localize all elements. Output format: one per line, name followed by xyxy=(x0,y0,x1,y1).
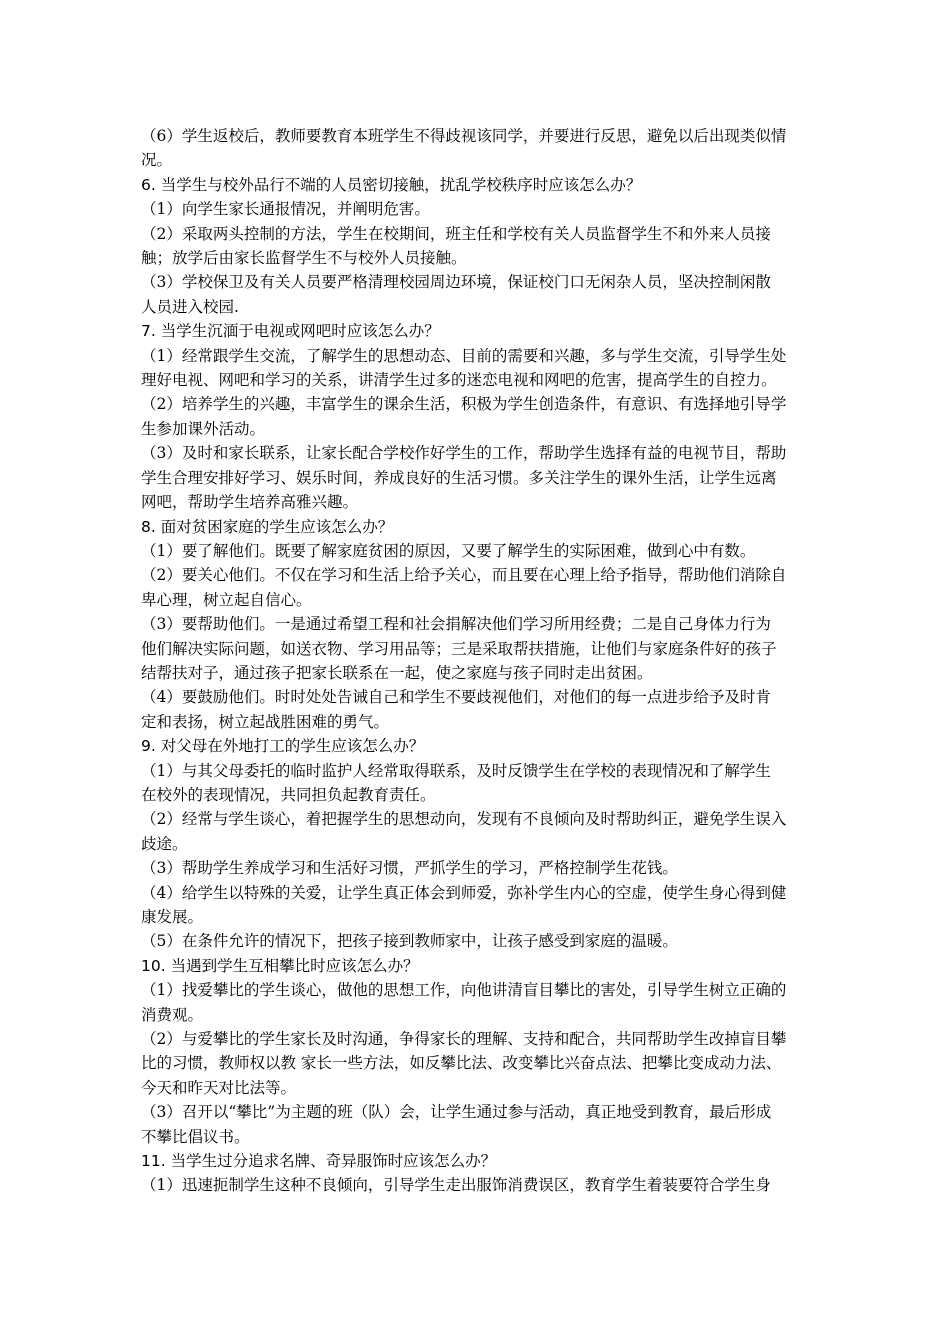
paragraph-line: （4）给学生以特殊的关爱，让学生真正体会到师爱，弥补学生内心的空虚，使学生身心得到健 xyxy=(141,883,787,902)
section-heading: 8. 面对贫困家庭的学生应该怎么办？ xyxy=(141,517,394,536)
paragraph-line: （2）培养学生的兴趣，丰富学生的课余生活，积极为学生创造条件，有意识、有选择地引导学 xyxy=(141,395,787,414)
paragraph-line: （1）迅速扼制学生这种不良倾向，引导学生走出服饰消费误区，教育学生着装要符合学生身 xyxy=(141,1176,771,1195)
paragraph-line: （2）与爱攀比的学生家长及时沟通，争得家长的理解、支持和配合，共同帮助学生改掉盲目攀 xyxy=(141,1030,787,1049)
paragraph-line: （1）向学生家长通报情况，并阐明危害。 xyxy=(141,200,430,219)
paragraph-line: （3）及时和家长联系，让家长配合学校作好学生的工作，帮助学生选择有益的电视节目，帮助 xyxy=(141,444,787,463)
paragraph-line: 今天和昨天对比法等。 xyxy=(141,1078,297,1097)
paragraph-line: 定和表扬，树立起战胜困难的勇气。 xyxy=(141,712,390,731)
section-heading: 10. 当遇到学生互相攀比时应该怎么办？ xyxy=(141,956,419,975)
section-heading: 9. 对父母在外地打工的学生应该怎么办？ xyxy=(141,737,425,756)
paragraph-line: 结帮扶对子，通过孩子把家长联系在一起，使之家庭与孩子同时走出贫困。 xyxy=(141,663,653,682)
paragraph-line: （2）经常与学生谈心，着把握学生的思想动向，发现有不良倾向及时帮助纠正，避免学生误入 xyxy=(141,810,787,829)
paragraph-line: 康发展。 xyxy=(141,908,204,926)
paragraph-line: 学生合理安排好学习、娱乐时间，养成良好的生活习惯。多关注学生的课外生活，让学生远离 xyxy=(141,468,777,487)
section-heading: 7. 当学生沉湎于电视或网吧时应该怎么办？ xyxy=(141,322,440,341)
paragraph-line: （3）要帮助他们。一是通过希望工程和社会捐解决他们学习所用经费；二是自己身体力行为 xyxy=(141,615,771,634)
paragraph-line: 消费观。 xyxy=(141,1005,204,1024)
paragraph-line: （3）学校保卫及有关人员要严格清理校园周边环境，保证校门口无闲杂人员，坚决控制闲散 xyxy=(141,273,771,292)
document-page xyxy=(141,124,821,1198)
paragraph-line: （5）在条件允许的情况下，把孩子接到教师家中，让孩子感受到家庭的温暖。 xyxy=(141,932,678,951)
paragraph-line: 触；放学后由家长监督学生不与校外人员接触。 xyxy=(141,249,467,268)
paragraph-line: 卑心理，树立起自信心。 xyxy=(141,590,312,609)
section-heading: 6. 当学生与校外品行不端的人员密切接触，扰乱学校秩序时应该怎么办？ xyxy=(141,175,642,194)
paragraph-line: （4）要鼓励他们。时时处处告诫自己和学生不要歧视他们，对他们的每一点进步给予及时肯 xyxy=(141,688,771,707)
paragraph-line: 歧途。 xyxy=(141,834,188,853)
paragraph-line: （1）找爱攀比的学生谈心，做他的思想工作，向他讲清盲目攀比的害处，引导学生树立正确的 xyxy=(141,981,787,1000)
paragraph-line: （3）召开以“攀比”为主题的班（队）会，让学生通过参与活动，真正地受到教育，最后形成 xyxy=(141,1103,772,1122)
paragraph-line: （1）经常跟学生交流，了解学生的思想动态、目前的需要和兴趣，多与学生交流，引导学生处 xyxy=(141,346,787,365)
paragraph-line: 人员进入校园. xyxy=(141,297,239,316)
paragraph-line: 他们解决实际问题，如送衣物、学习用品等；三是采取帮扶措施，让他们与家庭条件好的孩子 xyxy=(141,639,777,658)
paragraph-line: 理好电视、网吧和学习的关系，讲清学生过多的迷恋电视和网吧的危害，提高学生的自控力。 xyxy=(141,371,777,390)
paragraph-line: 网吧，帮助学生培养高雅兴趣。 xyxy=(141,493,359,512)
paragraph-line: （6）学生返校后，教师要教育本班学生不得歧视该同学，并要进行反思，避免以后出现类似情 xyxy=(141,127,787,145)
paragraph-line: 生参加课外活动。 xyxy=(141,419,266,438)
paragraph-line: （1）要了解他们。既要了解家庭贫困的原因，又要了解学生的实际困难，做到心中有数。 xyxy=(141,541,756,560)
paragraph-line: 在校外的表现情况，共同担负起教育责任。 xyxy=(141,785,436,804)
section-heading: 11. 当学生过分追求名牌、奇异服饰时应该怎么办？ xyxy=(141,1152,497,1171)
paragraph-line: 不攀比倡议书。 xyxy=(141,1127,250,1146)
paragraph-line: （2）要关心他们。不仅在学习和生活上给予关心，而且要在心理上给予指导，帮助他们消除自 xyxy=(141,566,787,585)
paragraph-line: （2）采取两头控制的方法，学生在校期间，班主任和学校有关人员监督学生不和外来人员接 xyxy=(141,224,771,243)
paragraph-line: （3）帮助学生养成学习和生活好习惯，严抓学生的学习，严格控制学生花钱。 xyxy=(141,859,678,878)
paragraph-line: 比的习惯，教师权以教 家长一些方法，如反攀比法、改变攀比兴奋点法、把攀比变成动力法、 xyxy=(141,1054,782,1073)
paragraph-line: 况。 xyxy=(141,151,173,170)
paragraph-line: （1）与其父母委托的临时监护人经常取得联系，及时反馈学生在学校的表现情况和了解学生 xyxy=(141,761,771,780)
